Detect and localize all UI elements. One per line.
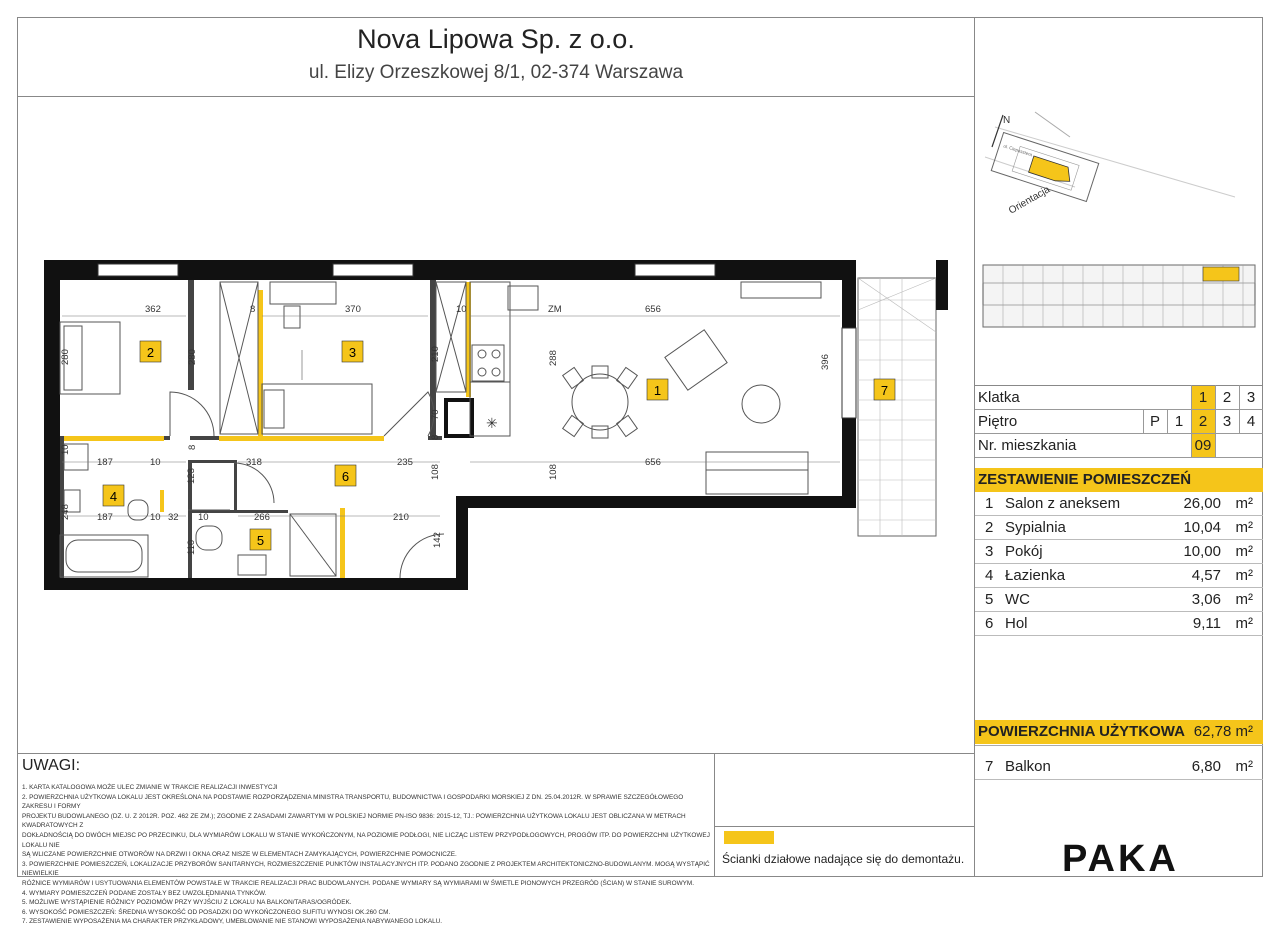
dim-label: 656 (645, 304, 661, 315)
dim-label: 108 (430, 464, 441, 480)
dim-label: 187 (97, 457, 113, 468)
mieszkanie-value: 09 (1191, 434, 1215, 458)
dim-label: 362 (145, 304, 161, 315)
dim-label: 235 (397, 457, 413, 468)
rooms-header: ZESTAWIENIE POMIESZCZEŃ (975, 468, 1263, 492)
balcony-underline (975, 779, 1263, 780)
note-line: 6. WYSOKOŚĆ POMIESZCZEŃ: ŚREDNIA WYSOKOŚĆ OD POSADZKI DO WYKOŃCZONEGO SUFITU WYNOSI OK.260 CM. (22, 908, 391, 916)
pietro-option-2: 2 (1191, 410, 1215, 434)
room-row-1: 1 Salon z aneksem 26,00 m² (985, 495, 1253, 512)
dim-label: 288 (548, 350, 559, 366)
dim-label: 370 (345, 304, 361, 315)
dim-label: 8 (187, 444, 198, 450)
note-line: PROJEKTU BUDOWLANEGO (DZ. U. Z 2012R. POZ. 462 ZE ZM.); ZGODNIE Z ZASADAMI ZAWARTYMI W POLSKIEJ NORMIE PN-ISO 9836: 2015-12, TJ.: POWIERZCHNIA UŻYTKOWA LOKALU JEST OBLICZANA W METRACH KWADRATOWYCH Z (22, 812, 686, 830)
dim-label: 248 (60, 504, 71, 520)
legend-swatch (724, 831, 774, 844)
room-tag-6: 6 (341, 469, 350, 484)
dim-label: 8 (430, 434, 441, 440)
room-row-2: 2 Sypialnia 10,04 m² (985, 519, 1253, 536)
room-row-5: 5 WC 3,06 m² (985, 591, 1253, 608)
dim-label: 8 (250, 304, 256, 315)
room-tag-3: 3 (348, 345, 357, 360)
note-line: RÓŻNICE WYMIARÓW I USYTUOWANIA ELEMENTÓW POWSTAŁE W TRAKCIE REALIZACJI PRAC BUDOWLANYCH. PODANE WYMIARY SĄ WYMIARAMI W ŚWIETLE PIONOWYCH PRZEGRÓD (ŚCIAN) W STANIE SUROWYM. (22, 879, 695, 887)
dim-label: 32 (168, 512, 179, 523)
klatka-label: Klatka (978, 389, 1020, 406)
room-tag-2: 2 (146, 345, 155, 360)
balcony-row: 7 Balkon 6,80 m² (985, 758, 1253, 775)
room-row-3: 3 Pokój 10,00 m² (985, 543, 1253, 560)
usable-area-row (975, 720, 1263, 744)
location-map (975, 97, 1263, 385)
klatka-option-1: 1 (1191, 386, 1215, 410)
note-line: 5. MOŻLIWE WYSTĄPIENIE RÓŻNICY POZIOMÓW PRZY WYJŚCIU Z LOKALU NA BALKON/TARAS/OGRÓDEK. (22, 899, 352, 907)
room-tag-7: 7 (880, 383, 889, 398)
info-grid-lines (975, 385, 1263, 459)
legend-divider (714, 753, 715, 877)
brand-logo: PAKA (1062, 838, 1179, 880)
note-line: 3. POWIERZCHNIE POMIESZCZEŃ, LOKALIZACJE PRZYBORÓW SANITARNYCH, ROZMIESZCZENIE PUNKTÓW INSTALACYJNYCH ITP. PODANO ZGODNIE Z PROJEKTEM ARCHITEKTONICZNO-BUDOWLANYM. MOGĄ WYSTĄPIĆ NIEWIELKIE (22, 860, 710, 878)
dim-label: 396 (820, 354, 831, 370)
dim-label: 187 (97, 512, 113, 523)
dim-label: 10 (60, 444, 71, 455)
dim-label: 266 (254, 512, 270, 523)
pietro-option-3: 3 (1222, 413, 1232, 430)
windows (98, 264, 856, 418)
dim-label: 142 (432, 532, 443, 548)
notes-divider (17, 753, 975, 754)
dim-label: 318 (246, 457, 262, 468)
usable-area-value: 62,78 m² (1193, 723, 1253, 740)
room-tags (103, 341, 895, 550)
dim-label: 110 (186, 539, 197, 555)
street-label: ul. Ciepasstera (1002, 143, 1033, 158)
company-address: ul. Elizy Orzeszkowej 8/1, 02-374 Warszawa (308, 62, 684, 83)
pietro-label: Piętro (978, 413, 1018, 430)
usable-area-label: POWIERZCHNIA UŻYTKOWA (978, 723, 1185, 740)
dim-label: 10 (150, 512, 161, 523)
dim-label: 210 (430, 346, 441, 362)
note-line: 1. KARTA KATALOGOWA MOŻE ULEC ZMIANIE W TRAKCIE REALIZACJI INWESTYCJI (22, 784, 278, 791)
dim-label: 280 (60, 349, 71, 365)
room-tag-4: 4 (109, 489, 118, 504)
mieszkanie-label: Nr. mieszkania (978, 437, 1077, 454)
orientation-label: Orientacja (1007, 184, 1052, 217)
dim-label: 656 (645, 457, 661, 468)
usable-area-underline (975, 745, 1263, 746)
dimension-lines (62, 316, 840, 516)
pietro-option-p: P (1149, 413, 1160, 430)
building-keyplan (983, 265, 1255, 327)
notes-title: UWAGI: (22, 757, 81, 774)
dim-label: 280 (187, 349, 198, 365)
dim-label: 108 (548, 464, 559, 480)
svg-text:✳: ✳ (486, 415, 498, 431)
note-line: SĄ WLICZANE POWIERZCHNIE OTWORÓW NA DRZWI I OKNA ORAZ NISZE W ELEMENTACH ZAMYKAJĄCYCH, POWIERZCHNIE POMOCNICZE. (22, 851, 457, 859)
north-label: N (1003, 115, 1011, 126)
room-tag-5: 5 (256, 533, 265, 548)
dim-label: 10 (456, 304, 467, 315)
note-line: 2. POWIERZCHNIA UŻYTKOWA LOKALU JEST OKREŚLONA NA PODSTAWIE ROZPORZĄDZENIA MINISTRA TRANSPORTU, BUDOWNICTWA I GOSPODARKI MORSKIEJ Z DN. 25.04.2012R. W SPRAWIE SZCZEGÓŁOWEGO ZAKRESU I FORMY (22, 793, 684, 811)
dim-label: 123 (186, 468, 197, 484)
note-line: 7. ZESTAWIENIE WYPOSAŻENIA MA CHARAKTER PRZYKŁADOWY, UMEBLOWANIE NIE STANOWI WYPOSAŻENIA NABYWANEGO LOKALU. (22, 918, 443, 926)
dim-label: 10 (198, 512, 209, 523)
legend-text: Ścianki działowe nadające się do demontażu. (722, 852, 965, 866)
dim-label: 10 (150, 457, 161, 468)
dim-label: ZM (548, 304, 562, 315)
company-name: Nova Lipowa Sp. z o.o. (357, 24, 635, 54)
exterior-walls (44, 260, 856, 590)
pietro-option-1: 1 (1174, 413, 1184, 430)
klatka-option-2: 2 (1222, 389, 1232, 406)
note-line: DOKŁADNOŚCIĄ DO DWÓCH MIEJSC PO PRZECINKU, DLA WYMIARÓW LOKALU W STANIE WYKOŃCZONYM, NA POZIOMIE PODŁOGI, NIE LICZĄC LISTEW PRZYPODŁOGOWYCH, PROGÓW ITP. DO POWIERZCHNI UŻYTKOWEJ LOKALU NIE (22, 831, 710, 849)
orientation-map (985, 112, 1235, 217)
pietro-option-4: 4 (1246, 413, 1256, 430)
room-row-4: 4 Łazienka 4,57 m² (985, 567, 1253, 584)
legend-top-line (714, 826, 975, 827)
room-row-6: 6 Hol 9,11 m² (985, 615, 1253, 632)
north-arrow-icon (992, 115, 1003, 147)
apartment-highlight (1203, 267, 1239, 281)
room-tag-1: 1 (653, 383, 662, 398)
rooms-grid-lines (975, 491, 1263, 639)
dim-label: 70 (430, 409, 441, 420)
balcony-area (858, 260, 948, 536)
dim-label: 210 (393, 512, 409, 523)
note-line: 4. WYMIARY POMIESZCZEŃ PODANE ZOSTAŁY BEZ UWZGLĘDNIANIA TYNKÓW. (22, 889, 267, 897)
klatka-option-3: 3 (1246, 389, 1256, 406)
notes-list (22, 783, 712, 927)
